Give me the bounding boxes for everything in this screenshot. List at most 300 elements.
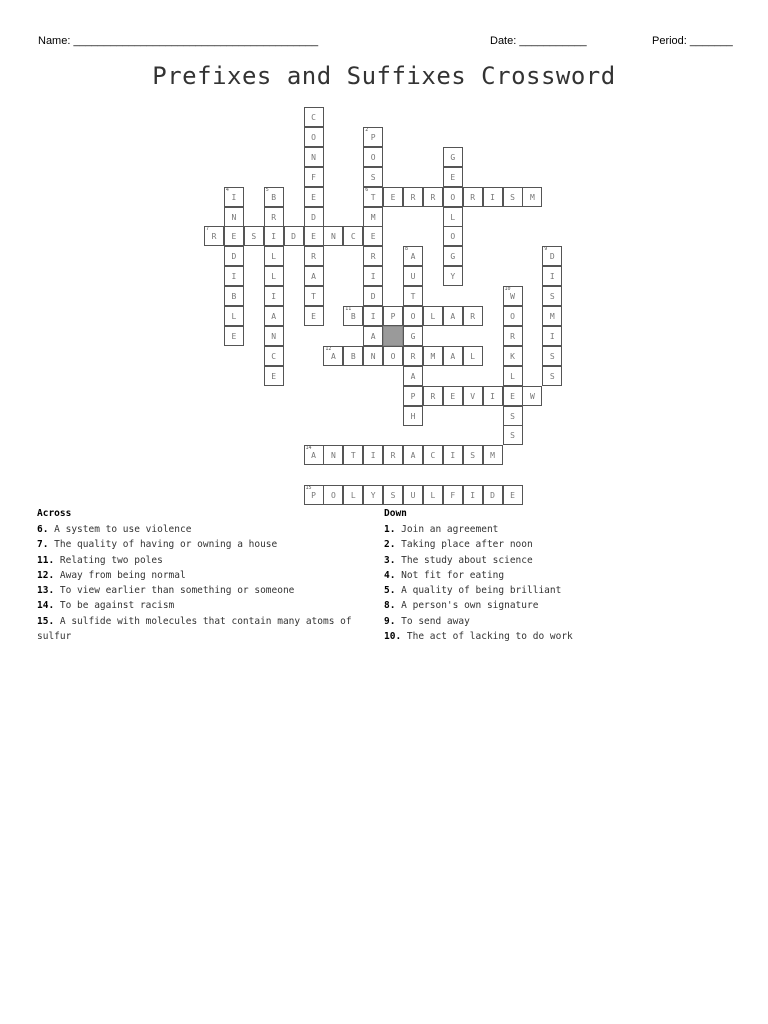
- crossword-grid: [0, 0, 768, 510]
- cell-letter: L: [470, 351, 476, 361]
- cell-letter: S: [549, 371, 555, 381]
- cell-letter: P: [410, 391, 416, 401]
- grid-cell[interactable]: [304, 226, 324, 246]
- grid-cell[interactable]: [264, 366, 284, 386]
- cell-letter: O: [450, 232, 456, 242]
- grid-cell[interactable]: [423, 445, 443, 465]
- grid-cell[interactable]: [323, 226, 343, 246]
- cell-letter: N: [370, 351, 376, 361]
- grid-cell[interactable]: [383, 445, 403, 465]
- cell-letter: R: [390, 451, 396, 461]
- grid-cell[interactable]: [304, 286, 324, 306]
- grid-cell[interactable]: [304, 107, 324, 127]
- down-heading: Down: [384, 508, 407, 519]
- cell-letter: C: [430, 451, 436, 461]
- grid-cell[interactable]: [363, 346, 383, 366]
- clue-num: 12.: [37, 569, 55, 581]
- cell-letter: S: [251, 232, 257, 242]
- clue-number: 6: [365, 186, 369, 193]
- grid-cell[interactable]: [383, 485, 403, 505]
- grid-cell[interactable]: [542, 366, 562, 386]
- grid-cell[interactable]: [503, 346, 523, 366]
- grid-cell[interactable]: [204, 226, 224, 246]
- clue-number: 4: [225, 186, 229, 193]
- cell-letter: E: [311, 232, 316, 242]
- clue-item: [37, 614, 382, 645]
- cell-letter: M: [430, 351, 436, 361]
- grid-cell[interactable]: [503, 286, 523, 306]
- grid-cell[interactable]: [403, 485, 423, 505]
- grid-cell[interactable]: [224, 187, 244, 207]
- grid-cell[interactable]: [463, 445, 483, 465]
- cell-letter: S: [510, 431, 515, 441]
- cell-letter: R: [410, 192, 416, 202]
- cell-letter: S: [510, 192, 515, 202]
- cell-letter: A: [410, 451, 416, 461]
- grid-cell[interactable]: [423, 485, 443, 505]
- grid-cell[interactable]: [264, 266, 284, 286]
- cell-letter: L: [271, 272, 277, 282]
- cell-letter: Y: [450, 272, 456, 282]
- cell-letter: S: [549, 351, 555, 361]
- across-clue-list: [37, 522, 382, 644]
- clue-num: 5.: [384, 585, 396, 597]
- clue-item: [37, 598, 382, 613]
- grid-cell[interactable]: [304, 207, 324, 227]
- grid-cell[interactable]: [264, 226, 284, 246]
- cell-letter: R: [470, 192, 476, 202]
- grid-cell[interactable]: [443, 386, 463, 406]
- cell-letter: O: [311, 132, 316, 142]
- cell-letter: A: [450, 351, 456, 361]
- cell-letter: S: [370, 172, 376, 182]
- clue-item: [384, 583, 684, 598]
- cell-letter: E: [311, 312, 316, 321]
- clue-item: [384, 522, 684, 537]
- cell-letter: A: [271, 312, 277, 321]
- clue-number: 12: [325, 345, 332, 352]
- cell-letter: B: [231, 292, 237, 302]
- clue-number: 9: [544, 246, 548, 253]
- grid-cell[interactable]: [503, 366, 523, 386]
- cell-letter: P: [370, 132, 376, 142]
- clue-text: Taking place after noon: [395, 539, 533, 551]
- cell-letter: I: [549, 331, 555, 341]
- cell-letter: B: [350, 351, 356, 361]
- grid-cell[interactable]: [363, 127, 383, 147]
- grid-cell[interactable]: [343, 306, 363, 326]
- clue-number: 10: [504, 286, 511, 293]
- cell-letter: R: [430, 391, 436, 401]
- cell-letter: V: [470, 391, 476, 401]
- cell-letter: R: [370, 252, 376, 262]
- grid-cell[interactable]: [304, 127, 324, 147]
- clue-text: To be against racism: [54, 600, 175, 612]
- cell-letter: C: [311, 113, 316, 122]
- grid-cell[interactable]: [503, 306, 523, 326]
- grid-cell[interactable]: [522, 386, 542, 406]
- cell-letter: O: [450, 192, 456, 202]
- cell-letter: I: [231, 272, 237, 282]
- cell-letter: D: [549, 252, 555, 262]
- grid-cell[interactable]: [403, 306, 423, 326]
- grid-cell[interactable]: [423, 306, 443, 326]
- clue-item: [384, 568, 684, 583]
- grid-cell[interactable]: [483, 485, 503, 505]
- clue-text: The act of lacking to do work: [401, 631, 573, 643]
- grid-cell[interactable]: [284, 226, 304, 246]
- cell-letter: R: [271, 212, 277, 222]
- grid-cell[interactable]: [304, 306, 324, 326]
- clue-text: A sulfide with molecules that contain many atoms of sulfur: [37, 615, 352, 643]
- clue-text: A quality of being brilliant: [395, 585, 562, 597]
- cell-letter: I: [231, 192, 237, 202]
- cell-letter: G: [450, 252, 456, 262]
- grid-cell[interactable]: [503, 425, 523, 445]
- cell-letter: I: [490, 391, 495, 401]
- grid-cell[interactable]: [304, 187, 324, 207]
- clue-num: 10.: [384, 631, 402, 643]
- clue-number: 14: [305, 445, 312, 452]
- cell-letter: E: [450, 391, 456, 401]
- cell-letter: N: [330, 451, 336, 461]
- grid-cell[interactable]: [343, 445, 363, 465]
- grid-cell[interactable]: [264, 187, 284, 207]
- grid-cell[interactable]: [443, 445, 463, 465]
- grid-cell[interactable]: [343, 346, 363, 366]
- clue-num: 13.: [37, 585, 55, 597]
- grid-cell[interactable]: [323, 445, 343, 465]
- grid-cell[interactable]: [503, 485, 523, 505]
- grid-cell[interactable]: [443, 346, 463, 366]
- cell-letter: T: [410, 292, 416, 302]
- grid-cell[interactable]: [403, 445, 423, 465]
- cell-letter: I: [549, 272, 555, 282]
- clue-num: 8.: [384, 600, 396, 612]
- clue-item: [37, 522, 382, 537]
- clue-item: [37, 537, 382, 552]
- grid-cell[interactable]: [363, 286, 383, 306]
- grid-cell[interactable]: [224, 266, 244, 286]
- grid-cell[interactable]: [363, 306, 383, 326]
- cell-letter: U: [410, 272, 416, 282]
- cell-letter: B: [350, 312, 356, 321]
- clue-number: 15: [305, 485, 312, 492]
- cell-letter: G: [450, 152, 456, 162]
- grid-cell[interactable]: [363, 147, 383, 167]
- cell-letter: E: [271, 371, 277, 381]
- grid-cell[interactable]: [224, 226, 244, 246]
- clue-item: [37, 568, 382, 583]
- clue-text: To view earlier than something or someone: [54, 585, 295, 597]
- cell-letter: N: [330, 232, 336, 242]
- grid-cell[interactable]: [483, 445, 503, 465]
- grid-cell[interactable]: [542, 346, 562, 366]
- cell-letter: L: [450, 212, 456, 222]
- cell-letter: C: [271, 351, 277, 361]
- cell-letter: R: [510, 331, 515, 341]
- grid-cell[interactable]: [443, 226, 463, 246]
- clue-num: 11.: [37, 554, 55, 566]
- cell-letter: I: [271, 292, 277, 302]
- cell-letter: T: [370, 192, 376, 202]
- grid-cell[interactable]: [503, 386, 523, 406]
- clue-number: 5: [265, 186, 269, 193]
- clue-num: 3.: [384, 554, 396, 566]
- grid-cell[interactable]: [363, 266, 383, 286]
- cell-letter: S: [549, 292, 555, 302]
- grid-cell[interactable]: [264, 207, 284, 227]
- clue-item: [384, 553, 684, 568]
- grid-cell[interactable]: [343, 226, 363, 246]
- clue-item: [384, 598, 684, 613]
- grid-cell[interactable]: [343, 485, 363, 505]
- grid-cell[interactable]: [224, 286, 244, 306]
- clue-text: The quality of having or owning a house: [48, 539, 278, 551]
- grid-cell[interactable]: [503, 326, 523, 346]
- grid-cell[interactable]: [503, 187, 523, 207]
- grid-cell[interactable]: [403, 346, 423, 366]
- grid-cell[interactable]: [423, 187, 443, 207]
- cell-letter: E: [231, 232, 237, 242]
- cell-letter: D: [370, 292, 376, 302]
- grid-cell[interactable]: [363, 207, 383, 227]
- cell-letter: E: [510, 491, 515, 501]
- clue-text: The study about science: [395, 554, 533, 566]
- cell-letter: O: [330, 491, 336, 501]
- cell-letter: I: [470, 491, 476, 501]
- clue-num: 2.: [384, 539, 396, 551]
- cell-letter: B: [271, 192, 277, 202]
- cell-letter: L: [231, 312, 237, 321]
- grid-cell[interactable]: [503, 406, 523, 426]
- grid-cell[interactable]: [542, 266, 562, 286]
- grid-cell[interactable]: [463, 306, 483, 326]
- cell-letter: C: [350, 232, 356, 242]
- grid-cell[interactable]: [463, 346, 483, 366]
- cell-letter: L: [271, 252, 277, 262]
- grid-cell[interactable]: [363, 326, 383, 346]
- grid-cell[interactable]: [383, 306, 403, 326]
- cell-letter: P: [390, 312, 396, 321]
- grid-cell[interactable]: [522, 187, 542, 207]
- cell-letter: M: [549, 312, 555, 321]
- grid-cell[interactable]: [224, 326, 244, 346]
- grid-cell-shaded[interactable]: [383, 326, 403, 346]
- grid-cell[interactable]: [423, 386, 443, 406]
- cell-letter: G: [410, 331, 416, 341]
- cell-letter: S: [390, 491, 396, 501]
- grid-cell[interactable]: [403, 406, 423, 426]
- cell-letter: S: [470, 451, 476, 461]
- grid-cell[interactable]: [423, 346, 443, 366]
- grid-cell[interactable]: [443, 187, 463, 207]
- clue-text: Away from being normal: [54, 569, 186, 581]
- cell-letter: W: [529, 391, 535, 401]
- cell-letter: A: [410, 252, 416, 262]
- grid-cell[interactable]: [363, 485, 383, 505]
- grid-cell[interactable]: [443, 306, 463, 326]
- grid-cell[interactable]: [463, 187, 483, 207]
- grid-cell[interactable]: [304, 246, 324, 266]
- cell-letter: O: [510, 312, 515, 321]
- grid-cell[interactable]: [443, 246, 463, 266]
- grid-cell[interactable]: [264, 326, 284, 346]
- cell-letter: D: [291, 232, 296, 242]
- grid-cell[interactable]: [443, 147, 463, 167]
- clue-num: 15.: [37, 615, 55, 627]
- cell-letter: M: [490, 451, 495, 461]
- cell-letter: E: [231, 331, 237, 341]
- cell-letter: D: [490, 491, 495, 501]
- grid-cell[interactable]: [542, 286, 562, 306]
- clue-number: 7: [206, 226, 210, 233]
- grid-cell[interactable]: [383, 346, 403, 366]
- cell-letter: A: [311, 272, 316, 282]
- date-field[interactable]: Date: ___________: [490, 35, 587, 47]
- clue-text: A person's own signature: [395, 600, 539, 612]
- cell-letter: H: [410, 411, 416, 421]
- grid-cell[interactable]: [363, 187, 383, 207]
- cell-letter: F: [450, 491, 456, 501]
- cell-letter: T: [350, 451, 356, 461]
- cell-letter: N: [231, 212, 237, 222]
- grid-cell[interactable]: [443, 485, 463, 505]
- grid-cell[interactable]: [483, 386, 503, 406]
- cell-letter: R: [410, 351, 416, 361]
- clue-item: [384, 537, 684, 552]
- grid-cell[interactable]: [463, 386, 483, 406]
- clue-num: 9.: [384, 615, 396, 627]
- period-field[interactable]: Period: _______: [652, 35, 733, 47]
- grid-cell[interactable]: [323, 485, 343, 505]
- grid-cell[interactable]: [304, 147, 324, 167]
- cell-letter: A: [410, 371, 416, 381]
- grid-cell[interactable]: [403, 366, 423, 386]
- cell-letter: A: [370, 331, 376, 341]
- cell-letter: E: [510, 391, 515, 401]
- grid-cell[interactable]: [542, 246, 562, 266]
- grid-cell[interactable]: [363, 246, 383, 266]
- cell-letter: M: [529, 192, 535, 202]
- across-heading: Across: [37, 508, 72, 519]
- cell-letter: R: [311, 252, 316, 262]
- grid-cell[interactable]: [264, 306, 284, 326]
- cell-letter: A: [311, 451, 316, 461]
- grid-cell[interactable]: [244, 226, 264, 246]
- cell-letter: Y: [370, 491, 376, 501]
- clue-num: 4.: [384, 569, 396, 581]
- clue-item: [37, 553, 382, 568]
- clue-number: 8: [405, 246, 409, 253]
- grid-cell[interactable]: [383, 187, 403, 207]
- clue-text: A system to use violence: [48, 524, 192, 535]
- clue-num: 14.: [37, 600, 55, 612]
- grid-cell[interactable]: [264, 286, 284, 306]
- grid-cell[interactable]: [403, 386, 423, 406]
- grid-cell[interactable]: [363, 226, 383, 246]
- grid-cell[interactable]: [224, 207, 244, 227]
- grid-cell[interactable]: [323, 346, 343, 366]
- grid-cell[interactable]: [443, 167, 463, 187]
- cell-letter: O: [370, 152, 376, 162]
- cell-letter: F: [311, 172, 316, 182]
- cell-letter: O: [410, 312, 416, 321]
- grid-cell[interactable]: [443, 207, 463, 227]
- down-clue-list: [384, 522, 684, 644]
- clue-number: 2: [365, 126, 369, 133]
- cell-letter: I: [370, 312, 376, 321]
- grid-cell[interactable]: [304, 167, 324, 187]
- grid-cell[interactable]: [542, 326, 562, 346]
- clue-item: [384, 614, 684, 629]
- clue-num: 6.: [37, 524, 49, 535]
- clue-text: Not fit for eating: [395, 569, 505, 581]
- grid-cell[interactable]: [264, 346, 284, 366]
- cell-letter: D: [311, 212, 316, 222]
- cell-letter: E: [450, 172, 456, 182]
- grid-cell[interactable]: [483, 187, 503, 207]
- grid-cell[interactable]: [403, 286, 423, 306]
- cell-letter: M: [370, 212, 376, 222]
- cell-letter: L: [430, 312, 436, 321]
- grid-cell[interactable]: [224, 306, 244, 326]
- clue-num: 7.: [37, 539, 49, 551]
- grid-cell[interactable]: [264, 246, 284, 266]
- cell-letter: E: [370, 232, 376, 242]
- grid-cell[interactable]: [304, 485, 324, 505]
- clue-text: To send away: [395, 615, 470, 627]
- grid-cell[interactable]: [304, 445, 324, 465]
- cell-letter: R: [430, 192, 436, 202]
- grid-cell[interactable]: [403, 326, 423, 346]
- grid-cell[interactable]: [403, 246, 423, 266]
- grid-cell[interactable]: [363, 167, 383, 187]
- clue-text: Join an agreement: [395, 524, 499, 535]
- cell-letter: K: [510, 351, 515, 361]
- cell-letter: L: [350, 491, 356, 501]
- grid-cell[interactable]: [363, 445, 383, 465]
- grid-cell[interactable]: [443, 266, 463, 286]
- cell-letter: I: [271, 232, 277, 242]
- clue-number: 11: [345, 306, 352, 312]
- clue-item: [384, 629, 684, 644]
- cell-letter: A: [330, 351, 336, 361]
- cell-letter: E: [390, 192, 396, 202]
- cell-letter: L: [510, 371, 515, 381]
- cell-letter: O: [390, 351, 396, 361]
- grid-cell[interactable]: [463, 485, 483, 505]
- clue-item: [37, 583, 382, 598]
- grid-cell[interactable]: [304, 266, 324, 286]
- cell-letter: I: [370, 272, 376, 282]
- cell-letter: A: [450, 312, 456, 321]
- cell-letter: N: [311, 152, 316, 162]
- cell-letter: I: [450, 451, 456, 461]
- cell-letter: T: [311, 292, 316, 302]
- across-clues: [37, 508, 382, 644]
- grid-cell[interactable]: [224, 246, 244, 266]
- clue-num: 1.: [384, 524, 396, 535]
- grid-cell[interactable]: [403, 187, 423, 207]
- cell-letter: R: [470, 312, 476, 321]
- cell-letter: R: [211, 232, 217, 242]
- down-clues: [384, 508, 684, 644]
- cell-letter: E: [311, 192, 316, 202]
- grid-cell[interactable]: [403, 266, 423, 286]
- grid-cell[interactable]: [542, 306, 562, 326]
- name-field[interactable]: Name: ________________________________________: [38, 35, 319, 47]
